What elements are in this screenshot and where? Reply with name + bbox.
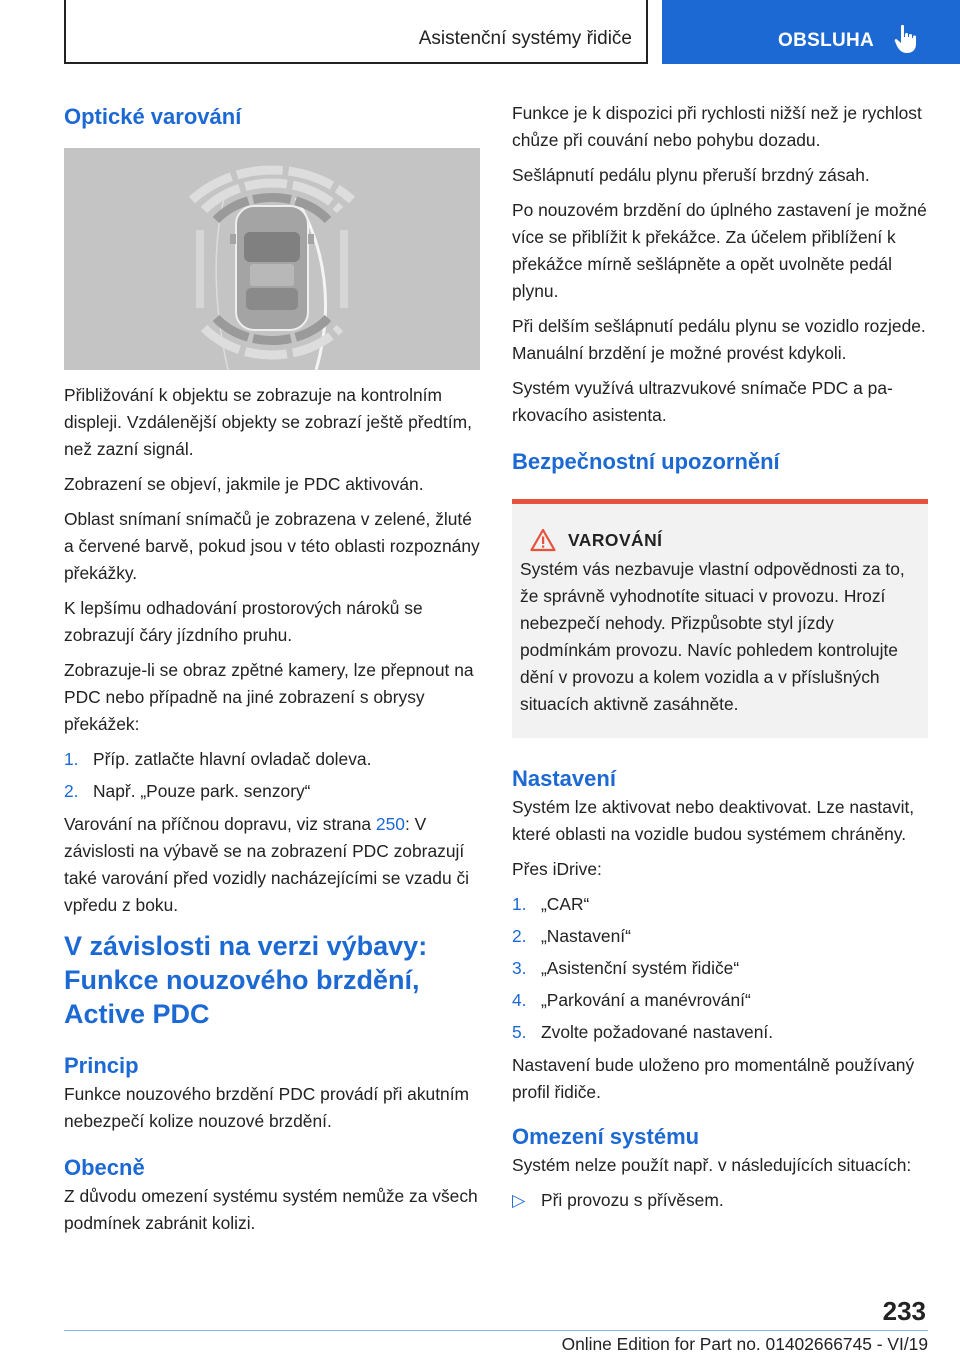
heading-emergency-braking: V závislosti na verzi výbavy: Funkce nouzového brzdění, Active PDC [64, 931, 428, 1029]
warning-text: Systém vás nezbavuje vlastní odpovědnosti za to, že správně vyhodnotíte situaci v provozu. Hrozí nebezpečí nehody. Přizpůsobte styl jízdy podmínkám provozu. Navíc pohledem kontrolujte dění v provozu a kolem vozidla a v příslušných situacích aktivně zasáhněte. [520, 559, 905, 714]
warning-triangle-icon [530, 528, 556, 552]
right-column [512, 100, 928, 1220]
pdc-display-illustration [64, 148, 480, 370]
list-item [512, 1019, 928, 1046]
paragraph: Při delším sešlápnutí pedálu plynu se vozidlo rozjede. Manuální brzdění je možné provést kdykoli. [512, 316, 926, 363]
heading-visual-warning: Optické varování [64, 104, 242, 129]
paragraph: Systém využívá ultrazvukové snímače PDC a parkovacího asistenta. [512, 378, 893, 425]
list-text: „Nastavení“ [541, 926, 631, 946]
list-item [64, 778, 480, 805]
cross-traffic-paragraph [64, 811, 480, 919]
cross-text-after: : V závislosti na výbavě se na zobrazení PDC zobrazují také varování před vozidly nacházejícími se vzadu či vpředu z boku. [64, 814, 470, 915]
heading-general: Obecně [64, 1155, 145, 1180]
footer-edition-text [562, 1334, 928, 1355]
paragraph: Systém nelze použít např. v následujících situacích: [512, 1155, 912, 1175]
paragraph: Zobrazení se objeví, jakmile je PDC aktivován. [64, 474, 424, 494]
list-number: 3. [512, 958, 527, 978]
paragraph: Zobrazuje-li se obraz zpětné kamery, lze přepnout na PDC nebo případně na jiné zobrazení s obrysy překážek: [64, 660, 474, 734]
paragraph: Po nouzovém brzdění do úplného zastavení je možné více se přiblížit k překážce. Za účelem přiblížení k překážce mírně sešlápněte a opět uvolněte pedál plynu. [512, 200, 927, 301]
left-column [64, 96, 480, 1245]
paragraph: Funkce nouzového brzdění PDC provádí při akutním nebezpečí kolize nouzové brzdění. [64, 1084, 470, 1131]
page-number: 233 [882, 1296, 926, 1326]
warning-title: VAROVÁNÍ [568, 529, 663, 550]
list-number: 2. [64, 781, 79, 801]
list-item [512, 1187, 928, 1214]
list-item [512, 923, 928, 950]
list-text: Např. „Pouze park. senzory“ [93, 781, 311, 801]
list-item [512, 955, 928, 982]
paragraph: Přes iDrive: [512, 859, 602, 879]
list-text: Příp. zatlačte hlavní ovladač doleva. [93, 749, 372, 769]
paragraph: Oblast snímaní snímačů je zobrazena v zelené, žluté a červené barvě, pokud jsou v této oblasti rozpoznány překážky. [64, 509, 480, 583]
paragraph: Sešlápnutí pedálu plynu přeruší brzdný zásah. [512, 165, 870, 185]
running-header [64, 0, 648, 64]
list-number: 1. [64, 749, 79, 769]
footer-divider [64, 1330, 928, 1331]
numbered-list [64, 746, 480, 805]
list-text: „Asistenční systém řidiče“ [541, 958, 740, 978]
heading-system-limits: Omezení systému [512, 1124, 700, 1149]
section-tab-label: OBSLUHA [778, 30, 875, 51]
settings-steps-list [512, 891, 928, 1046]
list-number: 1. [512, 894, 527, 914]
list-text: „Parkování a manévrování“ [541, 990, 751, 1010]
pdc-car-graphic [64, 148, 480, 370]
list-text: „CAR“ [541, 894, 590, 914]
warning-header [520, 528, 920, 552]
heading-safety-notes: Bezpečnostní upozornění [512, 449, 780, 474]
paragraph: Přibližování k objektu se zobrazuje na kontrolním displeji. Vzdálenější objekty se zobrazí ještě předtím, než zazní signál. [64, 385, 472, 459]
list-item [512, 987, 928, 1014]
list-text: Zvolte požadované nastavení. [541, 1022, 774, 1042]
warning-box [512, 499, 928, 738]
list-number: 4. [512, 990, 527, 1010]
paragraph: K lepšímu odhadování prostorových nároků se zobrazují čáry jízdního pruhu. [64, 598, 423, 645]
list-item [512, 891, 928, 918]
paragraph: Nastavení bude uloženo pro momentálně používaný profil řidiče. [512, 1055, 915, 1102]
paragraph: Funkce je k dispozici při rychlosti nižší než je rychlost chůze při couvání nebo pohybu dozadu. [512, 103, 922, 150]
paragraph: Systém lze aktivovat nebo deaktivovat. Lze nastavit, které oblasti na vozidle budou systémem chráněny. [512, 797, 915, 844]
bullet-list [512, 1187, 928, 1214]
list-item [64, 746, 480, 773]
paragraph: Z důvodu omezení systému systém nemůže za všech podmínek zabránit kolizi. [64, 1186, 478, 1233]
cross-text-before: Varování na příčnou dopravu, viz strana [64, 814, 376, 834]
section-tab [662, 0, 960, 64]
header-title: Asistenční systémy řidiče [418, 28, 632, 49]
list-number: 2. [512, 926, 527, 946]
page-reference-link[interactable]: 250 [375, 814, 405, 834]
list-number: 5. [512, 1022, 527, 1042]
heading-principle: Princip [64, 1053, 139, 1078]
footer-edition: Online Edition for Part no. 01402666745 - VI/19 [561, 1334, 928, 1354]
pointing-hand-icon [894, 24, 920, 54]
heading-settings: Nastavení [512, 766, 616, 791]
list-text: Při provozu s přívěsem. [541, 1190, 724, 1210]
triangle-bullet-icon: ▷ [512, 1190, 526, 1210]
